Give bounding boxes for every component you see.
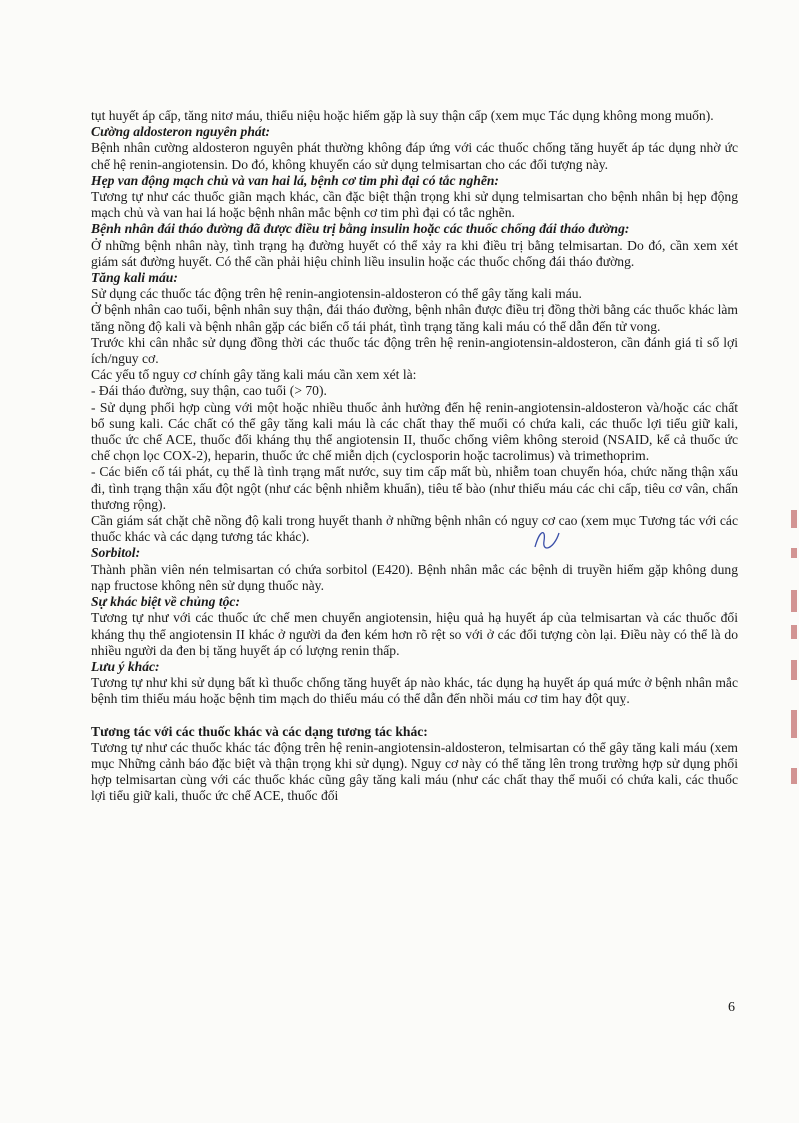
body-paragraph: - Đái tháo đường, suy thận, cao tuổi (> 70).: [91, 383, 327, 399]
section-heading: Sorbitol:: [91, 545, 141, 561]
section-heading: Tăng kali máu:: [91, 270, 178, 286]
document-body: [91, 108, 738, 805]
body-paragraph: Tương tự như các thuốc khác tác động trên hệ renin-angiotensin-aldosteron, telmisartan có thể gây tăng kali máu (xem mục Những cảnh báo đặc biệt và thận trọng khi sử dụng). Nguy cơ này có thể tăng lên trong trường hợp sử dụng phối hợp telmisartan cùng với các thuốc khác cũng gây tăng kali máu (như các chất thay thế muối có chứa kali, các thuốc lợi tiểu giữ kali, thuốc ức chế ACE, thuốc đối: [91, 739, 738, 804]
section-heading: Lưu ý khác:: [91, 658, 160, 674]
page-number: 6: [728, 1000, 735, 1015]
body-paragraph: Thành phần viên nén telmisartan có chứa sorbitol (E420). Bệnh nhân mắc các bệnh di truyền hiếm gặp không dung nạp fructose không nên sử dụng thuốc này.: [91, 561, 738, 593]
section-heading: Hẹp van động mạch chủ và van hai lá, bệnh cơ tim phì đại có tắc nghẽn:: [91, 172, 499, 188]
body-paragraph: Bệnh nhân cường aldosteron nguyên phát thường không đáp ứng với các thuốc chống tăng huyết áp tác dụng nhờ ức chế hệ renin-angiotensin. Do đó, không khuyến cáo sử dụng telmisartan cho các đối tượng này.: [91, 140, 738, 172]
body-paragraph: - Sử dụng phối hợp cùng với một hoặc nhiều thuốc ảnh hưởng đến hệ renin-angiotensin-aldosteron và/hoặc các chất bổ sung kali. Các chất có thể gây tăng kali máu là các chất thay thế muối có chứa kali, các thuốc lợi tiểu giữ kali, thuốc ức chế ACE, thuốc đối kháng thụ thể angiotensin II, thuốc chống viêm không steroid (NSAID, kể cả thuốc ức chế chọn lọc COX-2), heparin, thuốc ức chế miễn dịch (cyclosporin hoặc tacrolimus) và trimethoprim.: [91, 399, 738, 464]
body-paragraph: Cần giám sát chặt chẽ nồng độ kali trong huyết thanh ở những bệnh nhân có nguy cơ cao (xem mục Tương tác với các thuốc khác và các dạng tương tác khác).: [91, 513, 738, 545]
body-paragraph: Trước khi cân nhắc sử dụng đồng thời các thuốc tác động trên hệ renin-angiotensin-aldosteron, cần đánh giá tỉ số lợi ích/nguy cơ.: [91, 334, 738, 367]
body-paragraph: Tương tự như với các thuốc ức chế men chuyển angiotensin, hiệu quả hạ huyết áp của telmisartan và các thuốc đối kháng thụ thể angiotensin II khác ở người da đen kém hơn rõ rệt so với ở các đối tượng còn lại. Điều này có thể là do nhiều người da đen bị tăng huyết áp có lượng renin thấp.: [91, 610, 738, 658]
section-heading: Cường aldosteron nguyên phát:: [91, 124, 270, 140]
section-heading: Bệnh nhân đái tháo đường đã được điều trị bằng insulin hoặc các thuốc chống đái tháo đường:: [91, 221, 630, 237]
body-paragraph: Sử dụng các thuốc tác động trên hệ renin-angiotensin-aldosteron có thể gây tăng kali máu.: [91, 286, 582, 302]
body-paragraph: tụt huyết áp cấp, tăng nitơ máu, thiểu niệu hoặc hiếm gặp là suy thận cấp (xem mục Tác dụng không mong muốn).: [91, 108, 714, 123]
main-section-heading: Tương tác với các thuốc khác và các dạng tương tác khác:: [91, 723, 428, 739]
body-paragraph: Ở những bệnh nhân này, tình trạng hạ đường huyết có thể xảy ra khi điều trị bằng telmisartan. Do đó, cần xem xét giám sát đường huyết. Có thể cần phải hiệu chỉnh liều insulin hoặc các thuốc chống đái tháo đường.: [91, 237, 738, 269]
scan-edge-marks: [785, 500, 799, 820]
body-paragraph: Ở bệnh nhân cao tuổi, bệnh nhân suy thận, đái tháo đường, bệnh nhân được điều trị đồng thời bằng các thuốc khác làm tăng nồng độ kali và bệnh nhân gặp các biến cố tái phát, tình trạng tăng kali máu có thể dẫn đến tử vong.: [91, 302, 738, 334]
body-paragraph: Tương tự như các thuốc giãn mạch khác, cần đặc biệt thận trọng khi sử dụng telmisartan cho bệnh nhân bị hẹp động mạch chủ và van hai lá hoặc bệnh nhân mắc bệnh cơ tim phì đại có tắc nghẽn.: [91, 189, 738, 221]
body-paragraph: Các yếu tố nguy cơ chính gây tăng kali máu cần xem xét là:: [91, 367, 417, 383]
body-paragraph: - Các biến cố tái phát, cụ thể là tình trạng mất nước, suy tim cấp mất bù, nhiễm toan chuyển hóa, chức năng thận xấu đi, tình trạng thận xấu đột ngột (như các bệnh nhiễm khuẩn), tiêu tế bào (như thiếu máu các chi cấp, tiêu cơ vân, chấn thương rộng).: [91, 464, 738, 512]
section-heading: Sự khác biệt về chủng tộc:: [91, 594, 240, 610]
body-paragraph: Tương tự như khi sử dụng bất kì thuốc chống tăng huyết áp nào khác, tác dụng hạ huyết áp quá mức ở bệnh nhân mắc bệnh tim thiếu máu hoặc bệnh tim mạch do thiếu máu có thể dẫn đến nhồi máu cơ tim hay đột quỵ.: [91, 675, 738, 707]
